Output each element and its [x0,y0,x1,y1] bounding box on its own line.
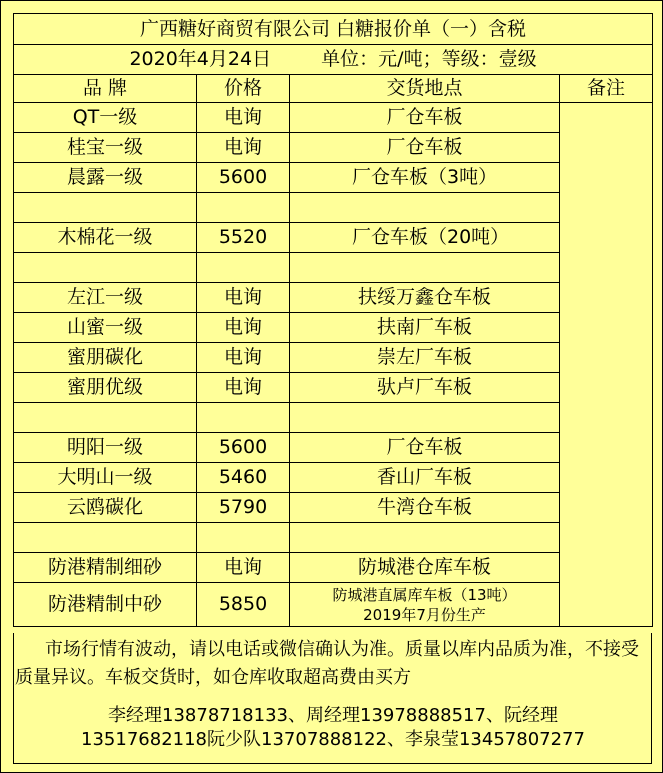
place-cell: 厂仓车板 [290,133,560,163]
table-row [14,583,653,627]
place-cell [290,403,560,433]
brand-cell [14,253,197,283]
date-and-unit-line [14,45,653,75]
brand-cell: 桂宝一级 [14,133,197,163]
price-cell [197,403,290,433]
column-header-price: 价格 [197,75,290,103]
table-row [14,103,653,133]
table-row [14,493,653,523]
place-cell [290,583,560,627]
brand-cell: 木棉花一级 [14,223,197,253]
table-row [14,133,653,163]
price-cell: 电询 [197,373,290,403]
contact-list [15,704,651,752]
price-cell: 5520 [197,223,290,253]
table-row [14,343,653,373]
table-row [14,163,653,193]
table-row [14,223,653,253]
price-cell [197,193,290,223]
place-cell: 崇左厂车板 [290,343,560,373]
column-header-brand: 品 牌 [14,75,197,103]
table-row [14,403,653,433]
column-header-remark: 备注 [560,75,653,103]
price-cell [197,253,290,283]
price-cell: 电询 [197,133,290,163]
place-cell: 驮卢厂车板 [290,373,560,403]
table-row [14,253,653,283]
brand-cell: 蜜朋优级 [14,373,197,403]
production-date: 2019年7月份生产 [363,605,486,624]
price-cell: 电询 [197,343,290,373]
market-notice: 市场行情有波动，请以电话或微信确认为准。质量以库内品质为准，不接受质量异议。车板交货时，如仓库收取超高费由买方 [15,639,639,688]
brand-cell: QT一级 [14,103,197,133]
table-row [14,373,653,403]
place-cell [290,253,560,283]
brand-cell [14,403,197,433]
place-cell: 牛湾仓车板 [290,493,560,523]
price-cell: 5460 [197,463,290,493]
brand-cell: 山蜜一级 [14,313,197,343]
unit-grade: 单位：元/吨；等级：壹级 [321,48,537,70]
place-cell: 扶南厂车板 [290,313,560,343]
place-cell [290,193,560,223]
price-cell: 5600 [197,163,290,193]
contact-line: 13517682118阮少队13707888122、李泉莹13457807277 [81,729,585,750]
price-cell: 电询 [197,553,290,583]
brand-cell: 明阳一级 [14,433,197,463]
brand-cell [14,523,197,553]
place-cell: 香山厂车板 [290,463,560,493]
price-table [13,13,653,627]
place-cell [290,523,560,553]
price-cell: 5850 [197,583,290,627]
table-row [14,313,653,343]
table-row [14,193,653,223]
brand-cell [14,193,197,223]
table-row [14,463,653,493]
price-cell [197,523,290,553]
place-cell: 厂仓车板 [290,103,560,133]
place-cell: 防城港仓库车板 [290,553,560,583]
place-cell: 厂仓车板（3吨） [290,163,560,193]
price-cell: 电询 [197,313,290,343]
price-cell: 电询 [197,283,290,313]
brand-cell: 晨露一级 [14,163,197,193]
table-row [14,553,653,583]
price-cell: 5790 [197,493,290,523]
price-cell: 5600 [197,433,290,463]
brand-cell: 大明山一级 [14,463,197,493]
place-cell: 扶绥万鑫仓车板 [290,283,560,313]
place-cell: 厂仓车板（20吨） [290,223,560,253]
brand-cell: 防港精制细砂 [14,553,197,583]
table-row [14,283,653,313]
table-row [14,523,653,553]
place-cell: 厂仓车板 [290,433,560,463]
sheet-title: 广西糖好商贸有限公司 白糖报价单（一）含税 [14,14,653,45]
price-cell: 电询 [197,103,290,133]
table-row [14,433,653,463]
place-line: 防城港直属库车板（13吨） [332,585,517,604]
remark-cell [560,103,653,627]
brand-cell: 蜜朋碳化 [14,343,197,373]
brand-cell: 防港精制中砂 [14,583,197,627]
contact-line: 李经理13878718133、周经理13978888517、阮经理 [108,705,558,726]
brand-cell: 云鸥碳化 [14,493,197,523]
brand-cell: 左江一级 [14,283,197,313]
column-header-place: 交货地点 [290,75,560,103]
quote-date: 2020年4月24日 [129,48,272,70]
